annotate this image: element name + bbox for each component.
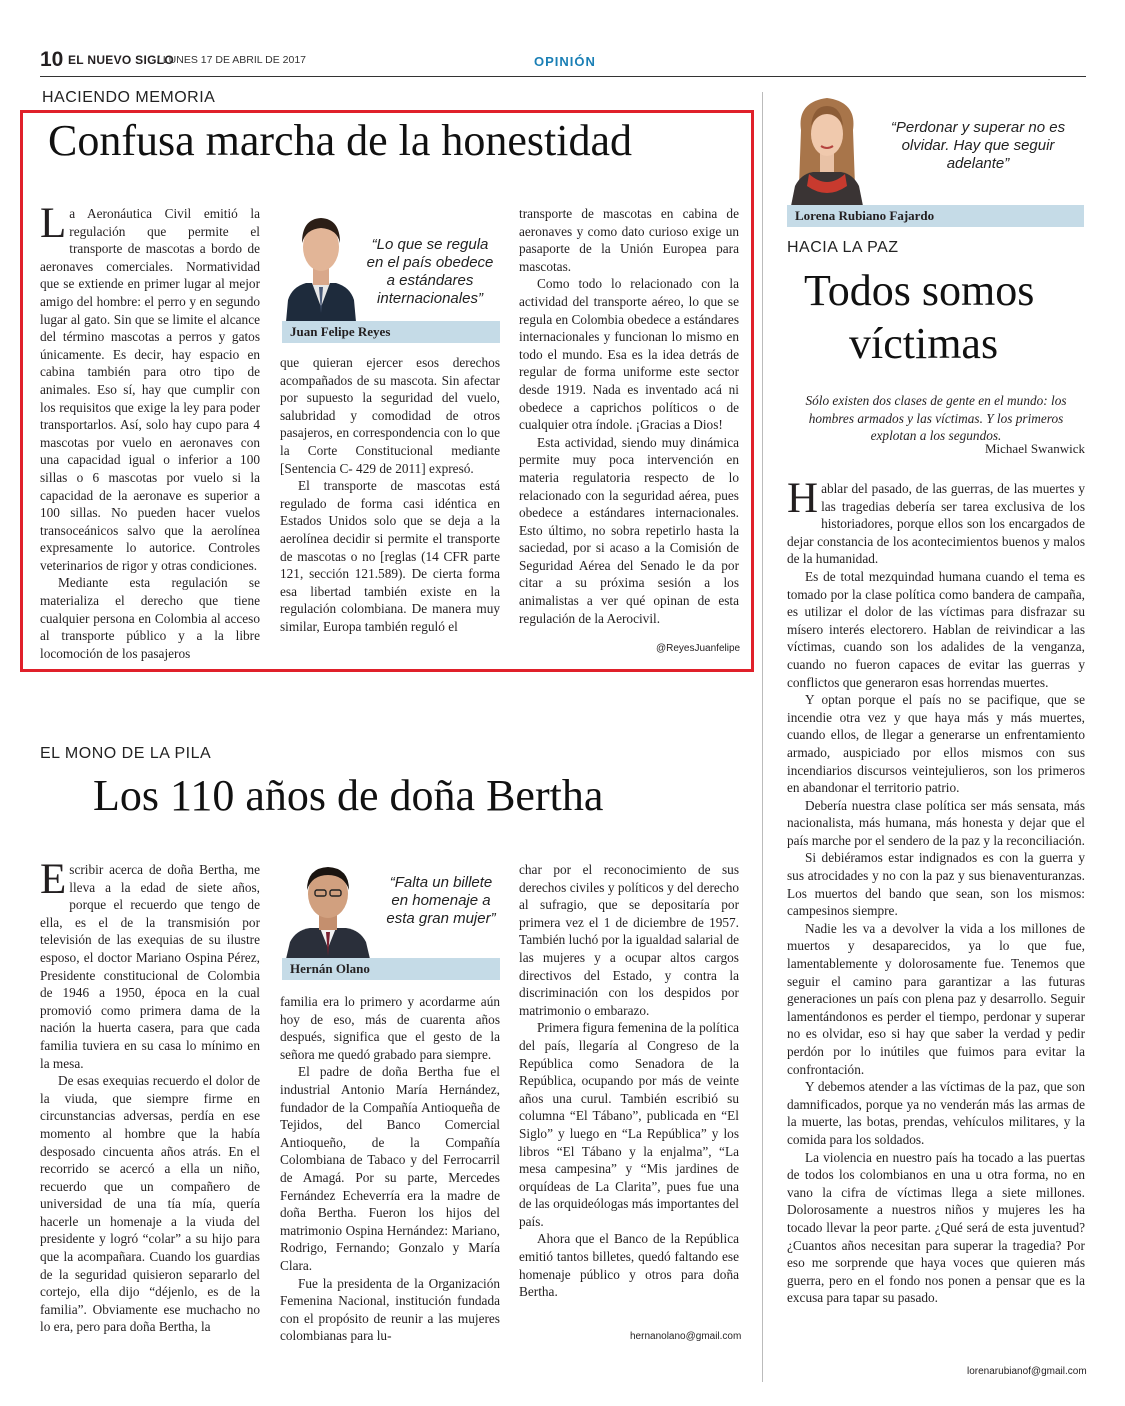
article1-column-3 [519,205,739,627]
article3-paragraph: La violencia en nuestro país ha tocado a las puertas de todos los colombianos en una u otra forma, no en vano la cifra de víctimas llega a siete millones. Dolorosamente a nuestros niños y mujeres les ha tocado llevar la peor parte. ¿Qué será de esta juventud? ¿Cuantos años necesitan para superar la tragedia? Por eso me sorprende que haya voces que quieren más guerra, pero en el fondo nos ponen a pensar que es la excusa para tapar su pasado. [787,1149,1085,1306]
author-email[interactable]: lorenarubianof@gmail.com [967,1366,1087,1377]
article2-paragraph: Ahora que el Banco de la República emitió tantos billetes, quedó faltando ese homenaje público y otros para doña Bertha. [519,1231,739,1300]
article2-paragraph: familia era lo primero y acordarme aún hoy de eso, más de cuarenta años después, significa que el gesto de la señora me quedó grabado para siempre. [280,994,500,1062]
newspaper-name: EL NUEVO SIGLO [68,53,174,67]
article3-paragraph: Nadie les va a devolver la vida a los millones de muertos y desaparecidos, ya lo que fue, lamentablemente y dolorosamente fue. Tenemos que seguir el camino para garantizar a las futuras generaciones un país con plena paz y desarrollo. Seguir lamentándonos es perder el tiempo, perdonar y superar no es olvidar, eso si hay que saber la verdad y pedir perdón por lo inútiles que fuimos para evitar la confrontación. [787,920,1085,1077]
article2-kicker: EL MONO DE LA PILA [40,745,212,762]
article1-paragraph: que quieran ejercer esos derechos acompañados de su mascota. Sin afectar por supuesto la seguridad del vuelo, salubridad y comodidad de otros pasajeros, en correspondencia con lo que la Corte Constitucional mediante [Sentencia C- 429 de 2011] expresó. [280,355,500,476]
article3-paragraph: Y optan porque el país no se pacifique, que se incendie otra vez y que haya más y más muertes, cuando ellos, de llegar a generarse un enfrentamiento armado, auspiciado por ellos mismos con sus incendiarios discursos veintejulieros, son los primeros en abandonar el territorio patrio. [787,692,1085,796]
article1-dropcap: L [40,200,67,247]
article3-paragraph: Si debiéramos estar indignados es con la guerra y sus atrocidades y no con la paz y sus bienaventuranzas. Los muertos del bando que sean, son los mismos: campesinos siempre. [787,850,1085,919]
article2-column-2 [280,993,500,1345]
article3-headline-line1: Todos somos [804,266,1035,315]
pull-quote: “Falta un billete en homenaje a esta gran mujer” [386,874,496,927]
article2-paragraph: scribir acerca de doña Bertha, me lleva a la edad de siete años, porque el recuerdo que tengo de ella, es el de la transmisión por televisión de las exequias de su ilustre esposo, el doctor Mariano Ospina Pérez, Presidente constitucional de Colombia de 1946 a 1950, época en la cual promovió como primera dama de la nación la huerta casera, para que cada familia tuviera en su casa lo mínimo en la mesa. [40,862,260,1071]
section-label: OPINIÓN [534,54,596,69]
article3-headline-line2: víctimas [849,319,999,368]
article2-column-3 [519,861,739,1301]
author-name: Lorena Rubiano Fajardo [787,205,1084,227]
issue-date: / LUNES 17 DE ABRIL DE 2017 [157,54,307,66]
article3-paragraph: Y debemos atender a las víctimas de la paz, que son damnificados, porque ya no venderán más las armas de la muerte, las botas, prendas, vehículos militares, y la comida para los soldados. [787,1079,1085,1147]
article3-body [787,475,1085,1307]
article1-paragraph: a Aeronáutica Civil emitió la regulación que permite el transporte de mascotas a bordo de aeronaves comerciales. Normatividad que se extiende en primer lugar al mejor amigo del hombre: el perro y en segundo lugar al gato. Sin que se limite el alcance del término mascotas a perros y gatos únicamente. Es decir, hay espacio en cabina también para otro tipo de animales. Eso sí, hay que cumplir con los requisitos que exige la ley para poder transportarlos. Así, solo hay cupo para 4 mascotas por vuelo en aeronaves con una capacidad igual o inferior a 100 sillas o 6 mascotas por vuelo si la capacidad de la aeronave es superior a 100 sillas. No pueden hacer vuelos transoceánicos salvo que la aerolínea expresamente lo autorice. Controles veterinarios de rigor y otras condiciones. [40,206,260,573]
article2-paragraph: De esas exequias recuerdo el dolor de la viuda, que siempre firme en circunstancias adversas, perdía en ese momento al hombre que la había desposado cincuenta años atrás. En el recorrido se acercó a ella un niño, recuerdo que un compañero de universidad de una tía mía, quería hacerle un homenaje a la viuda del presidente y logró “colar” a su hijo para que la acompañara. Cuando los guardias de la seguridad quisieron separarlo del cortejo, ella dijo “déjenlo, es de la familia”. Obviamente ese muchacho no lo era, pero para doña Bertha, la [40,1073,260,1335]
article2-dropcap: E [40,856,67,903]
article2-paragraph: Primera figura femenina de la política del país, llegaría al Congreso de la República como Senadora de la República, ocupando por más de veinte años una curul. También escribió su columna “El Tábano”, publicada en “El Siglo” y luego en “La República” y los libros “El Tábano y la enjalma”, “La mesa campesina” y “Mis jardines de orquídeas de La Clarita”, pues fue una de las orquideólogas más importantes del país. [519,1020,739,1229]
article2-paragraph: El padre de doña Bertha fue el industrial Antonio María Hernández, fundador de la Compañía Antioqueña de Tejidos, del Banco Comercial Antioqueño, de la Compañía Colombiana de Tabaco y del Ferrocarril de Amagá. Por su parte, Mercedes Fernández Echeverría era la madre de doña Bertha. Fueron los hijos del matrimonio Ospina Hernández: Mariano, Rodrigo, Fernando; Gonzalo y María Clara. [280,1064,500,1273]
article1-paragraph: El transporte de mascotas está regulado de forma casi idéntica en Estados Unidos solo que se deja a la aerolínea decidir si permite el transporte de mascotas o no [reglas (14 CFR parte 121, sección 121.589). De cierta forma esa libertad también existe en la regulación colombiana. De manera muy similar, Europa también reguló el [280,478,500,634]
article2-paragraph: Fue la presidenta de la Organización Femenina Nacional, institución fundada con el propósito de reunir a las mujeres colombianas para lu- [280,1275,500,1344]
article3-paragraph: Es de total mezquindad humana cuando el tema es tomado por la clase política como bandera de campaña, es utilizar el dolor de las víctimas para disfrazar su mísero interés electorero. Hablan de reivindicar a las víctimas, cuando son los adalides de la venganza, cuando no fueron capaces de evitar las guerras y conflictos que generaron esas horrendas muertes. [787,568,1085,690]
article1-headline: Confusa marcha de la honestidad [48,116,633,165]
epigraph: Sólo existen dos clases de gente en el mundo: los hombres armados y las víctimas. Y los primeros explotan a los segundos. [805,393,1067,444]
article2-headline: Los 110 años de doña Bertha [93,771,604,820]
author-photo [787,90,867,206]
author-name: Hernán Olano [282,958,500,980]
article1-paragraph: transporte de mascotas en cabina de aeronaves y como dato curioso exige un pasaporte de la Unión Europea para mascotas. [519,206,739,274]
article3-dropcap: H [787,475,819,522]
article1-paragraph: Como todo lo relacionado con la actividad del transporte aéreo, lo que se regula en Colombia obedece a estándares internacionales y funcionan lo mismo en todo el mundo. Esa es la idea detrás de regular de forma uniforme este sector desde 1919. Nada es inventado acá ni obedece a caprichos políticos o de cualquier otra índole. ¡Gracias a Dios! [519,276,739,433]
article2-column-1 [40,856,260,1336]
article1-column-1 [40,200,260,662]
author-email[interactable]: hernanolano@gmail.com [630,1331,742,1342]
article1-paragraph: Mediante esta regulación se materializa el derecho que tiene cualquier persona en Colombia al acceso al transporte público y a la libre locomoción de los pasajeros [40,575,260,661]
author-twitter-handle[interactable]: @ReyesJuanfelipe [656,643,741,654]
article1-paragraph: Esta actividad, siendo muy dinámica permite muy poca intervención en materia regulatoria respecto de lo relacionado con la seguridad aérea, pues obedece a estándares internacionales. Esto último, no sobra repetirlo hasta la saciedad, por si acaso a la Comisión de Seguridad Aérea del Senado le da por citar a su próxima sesión a los animalistas a ver qué opinan de esta regulación de la Aerocivil. [519,434,739,626]
epigraph-author: Michael Swanwick [984,441,1085,456]
pull-quote: “Lo que se regula en el país obedece a estándares internacionales” [366,236,494,307]
column-divider [762,92,763,1382]
article3-kicker: HACIA LA PAZ [787,239,899,256]
article1-kicker: HACIENDO MEMORIA [42,89,216,106]
article3-paragraph: ablar del pasado, de las guerras, de las muertes y las tragedias debería ser tarea exclusiva de los historiadores, porque ellos son los encargados de dejar constancia de los acontecimientos buenos y malos de la humanidad. [787,481,1085,567]
author-photo [282,205,360,322]
pull-quote: “Perdonar y superar no es olvidar. Hay que seguir adelante” [890,119,1066,172]
article2-paragraph: char por el reconocimiento de sus derechos civiles y políticos y del derecho al sufragio, que se depositaría por primera vez el 1 de diciembre de 1957. También luchó por la igualdad salarial de las mujeres y a ocupar altos cargos directivos del Estado, y contra la discriminación con los despidos por matrimonio o embarazo. [519,862,739,1018]
author-name: Juan Felipe Reyes [282,321,500,343]
header-rule [40,76,1086,77]
page-number: 10 [40,48,64,71]
article1-column-2 [280,354,500,636]
author-photo [282,862,374,959]
article3-paragraph: Debería nuestra clase política ser más sensata, más nacionalista, más humana, más honesta y dejar que el país marche por el sendero de la paz y la reconciliación. [787,797,1085,848]
